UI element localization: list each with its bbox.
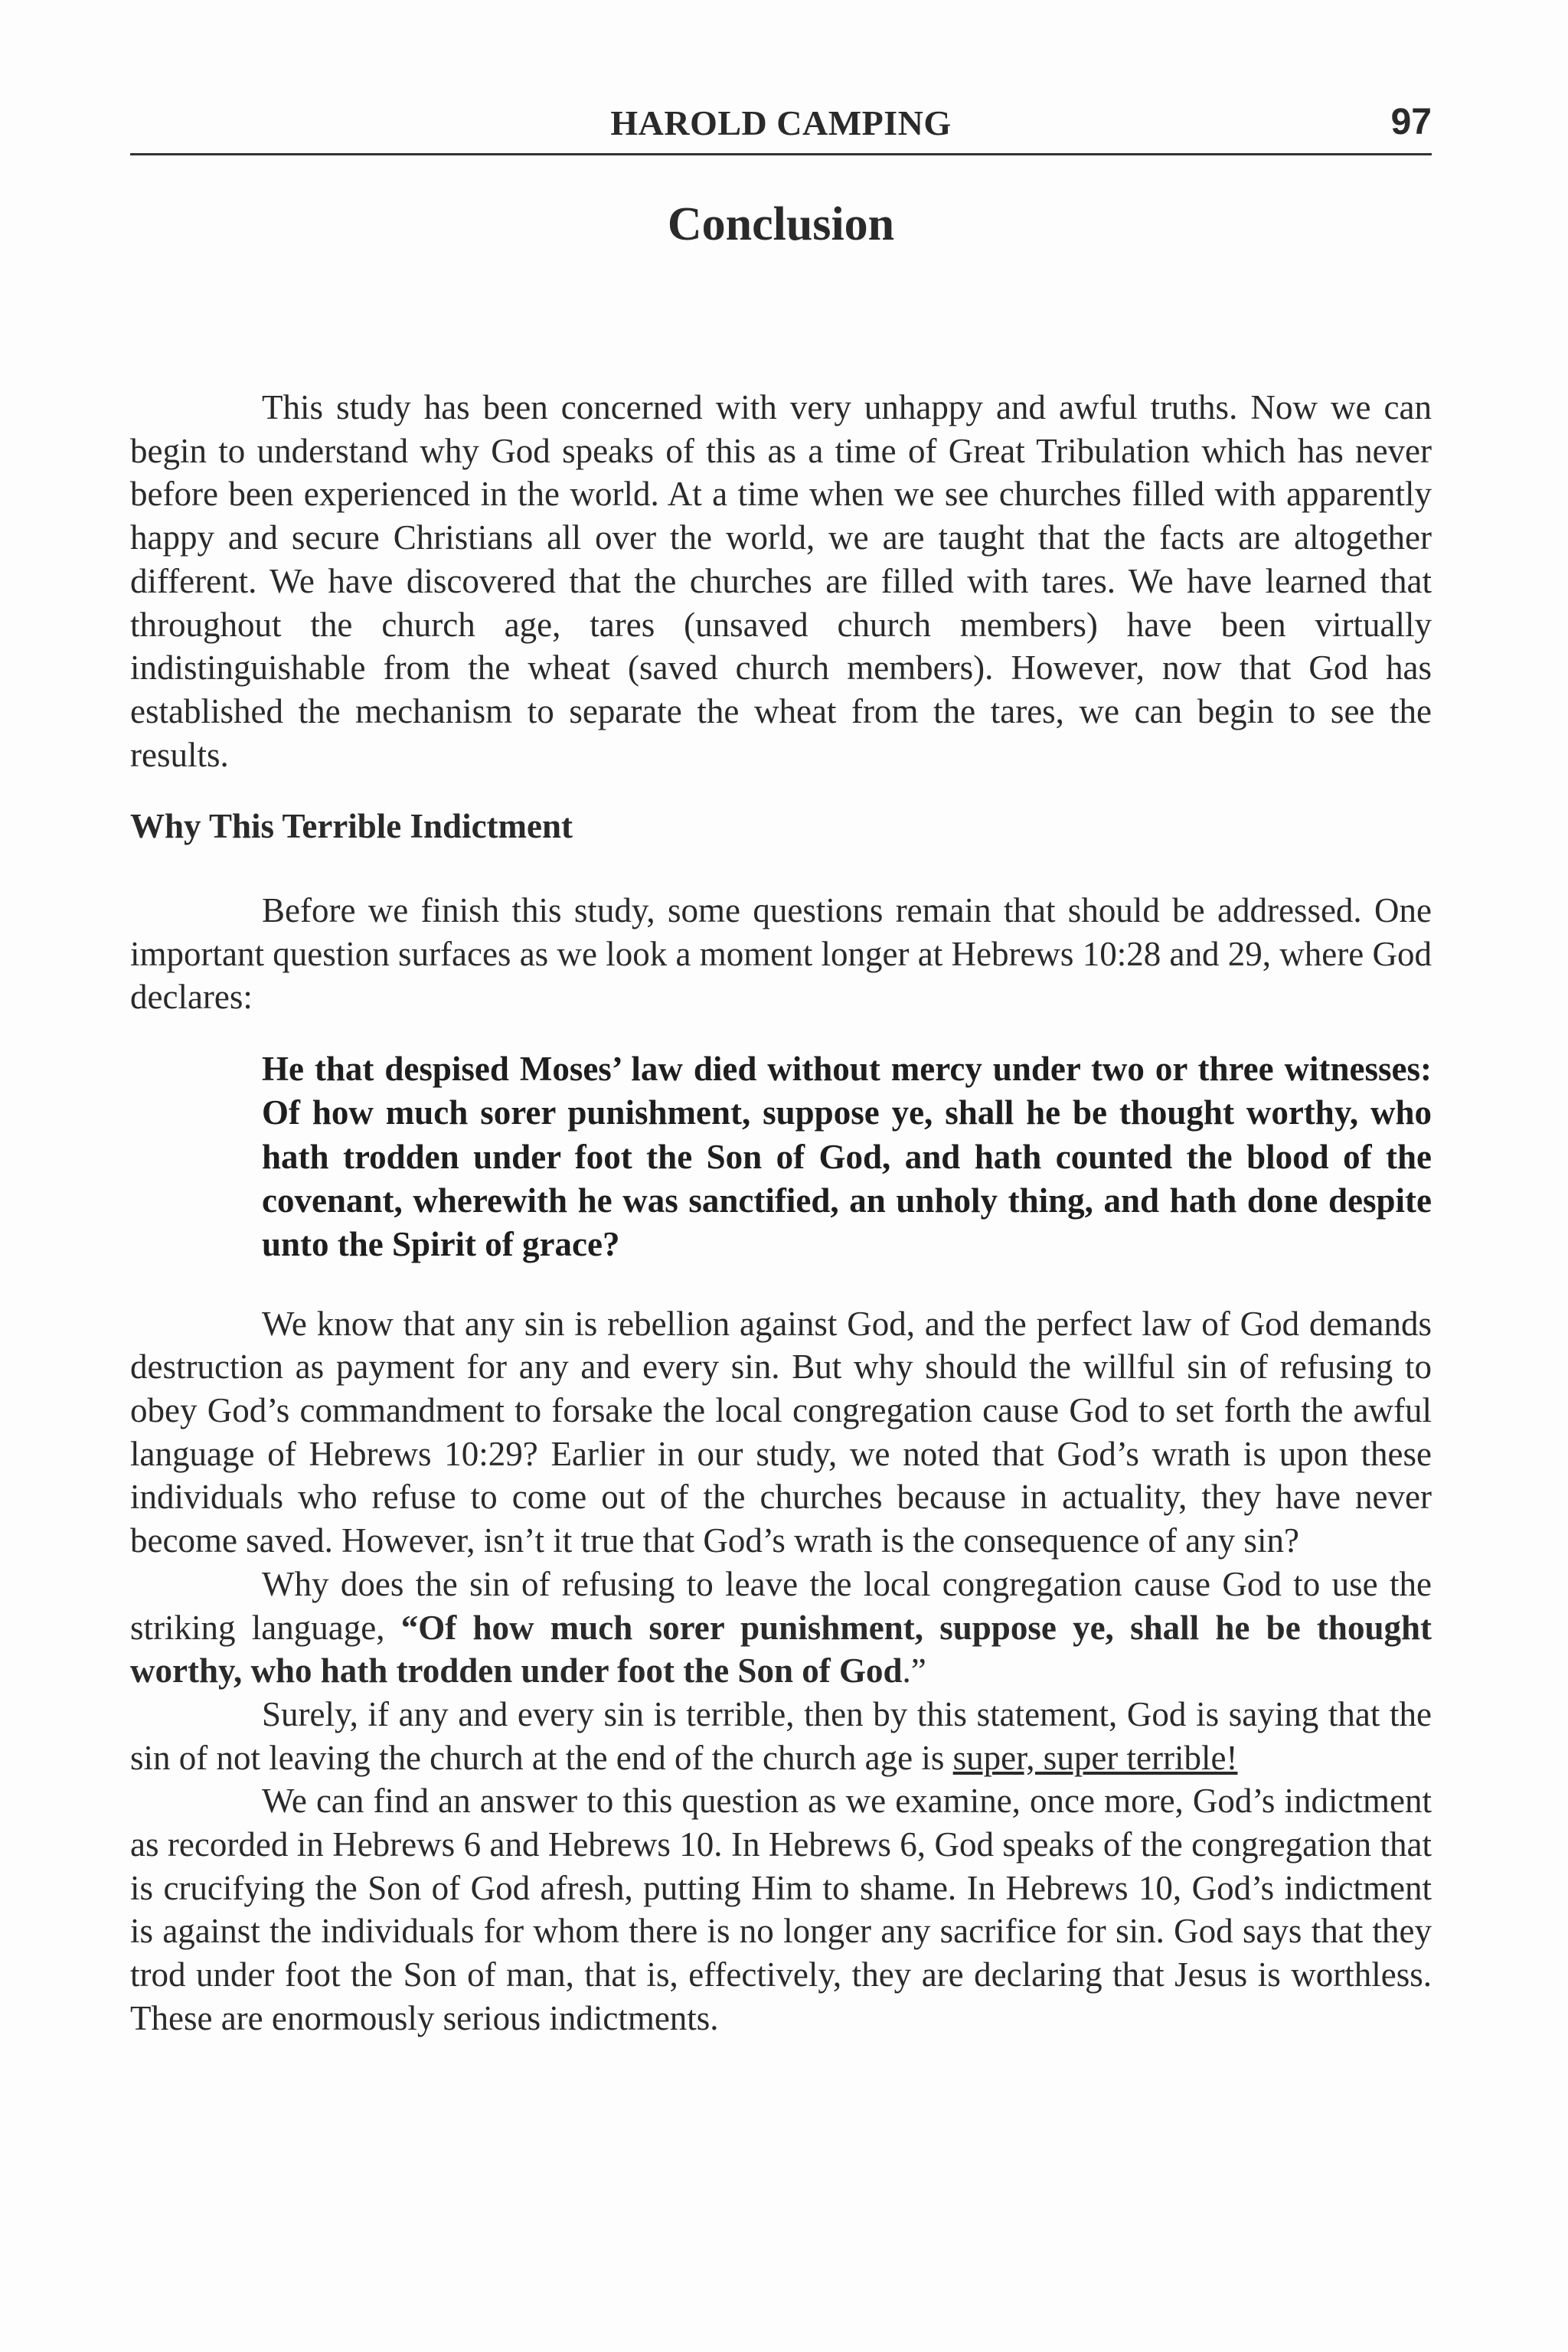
paragraph-sin-rebellion: We know that any sin is rebellion against God, and the perfect law of God demands destruction as payment for any and every sin. But why should the willful sin of refusing to obey God’s commandment to forsake the local congregation cause God to set forth the awful language of Hebrews 10:29? Earlier in our study, we noted that God’s wrath is upon these individuals who refuse to come out of the churches because in actuality, they have never become saved. However, isn’t it true that God’s wrath is the consequence of any sin? [130, 1304, 1432, 1560]
inline-scripture-quote: “Of how much sorer punishment, suppose ye, shall he be thought worthy, who hath trodden under foot the Son of God [130, 1608, 1432, 1690]
section-heading: Why This Terrible Indictment [130, 807, 573, 846]
paragraph-text-end: .” [902, 1651, 926, 1690]
paragraph-hebrews-indictment: We can find an answer to this question as we examine, once more, God’s indictment as recorded in Hebrews 6 and Hebrews 10. In Hebrews 6, God speaks of the congregation that is crucifying the Son of God afresh, putting Him to shame. In Hebrews 10, God’s indictment is against the individuals for whom there is no longer any sacrifice for sin. God says that they trod under foot the Son of man, that is, effectively, they are declaring that Jesus is worthless. These are enormously serious indictments. [130, 1782, 1432, 2037]
paragraph-questions: Before we finish this study, some questions remain that should be addressed. One important question surfaces as we look a moment longer at Hebrews 10:28 and 29, where God declares: [130, 891, 1432, 1017]
page-number: 97 [1390, 102, 1432, 142]
chapter-title: Conclusion [667, 198, 895, 250]
paragraph-intro: This study has been concerned with very unhappy and awful truths. Now we can begin to understand why God speaks of this as a time of Great Tribulation which has never before been experienced in the world. At a time when we see churches filled with apparently happy and secure Christians all over the world, we are taught that the facts are altogether different. We have discovered that the churches are filled with tares. We have learned that throughout the church age, tares (unsaved church members) have been virtually indistinguishable from the wheat (saved church members). However, now that God has established the mechanism to separate the wheat from the tares, we can begin to see the results. [130, 388, 1432, 774]
running-header [130, 98, 1432, 155]
scripture-block-quote: He that despised Moses’ law died without mercy under two or three witnesses: Of how much sorer punishment, suppose ye, shall he be thought worthy, who hath trodden under foot the Son of God, and hath counted the blood of the covenant, wherewith he was sanctified, an unholy thing, and hath done despite unto the Spirit of grace? [262, 1050, 1432, 1264]
book-page [130, 0, 1432, 2352]
underlined-emphasis: super, super terrible! [952, 1738, 1238, 1777]
running-title: HAROLD CAMPING [610, 103, 952, 142]
paragraph-text: Why does the sin of refusing to leave the local congregation cause God to use the striking language, [130, 1564, 1432, 1647]
body-text [130, 386, 1432, 2040]
paragraph-super-terrible [130, 1693, 1432, 1779]
paragraph-text: Surely, if any and every sin is terrible, then by this statement, God is saying that the sin of not leaving the church at the end of the church age is [130, 1694, 1432, 1777]
paragraph-striking-language [130, 1563, 1432, 1693]
